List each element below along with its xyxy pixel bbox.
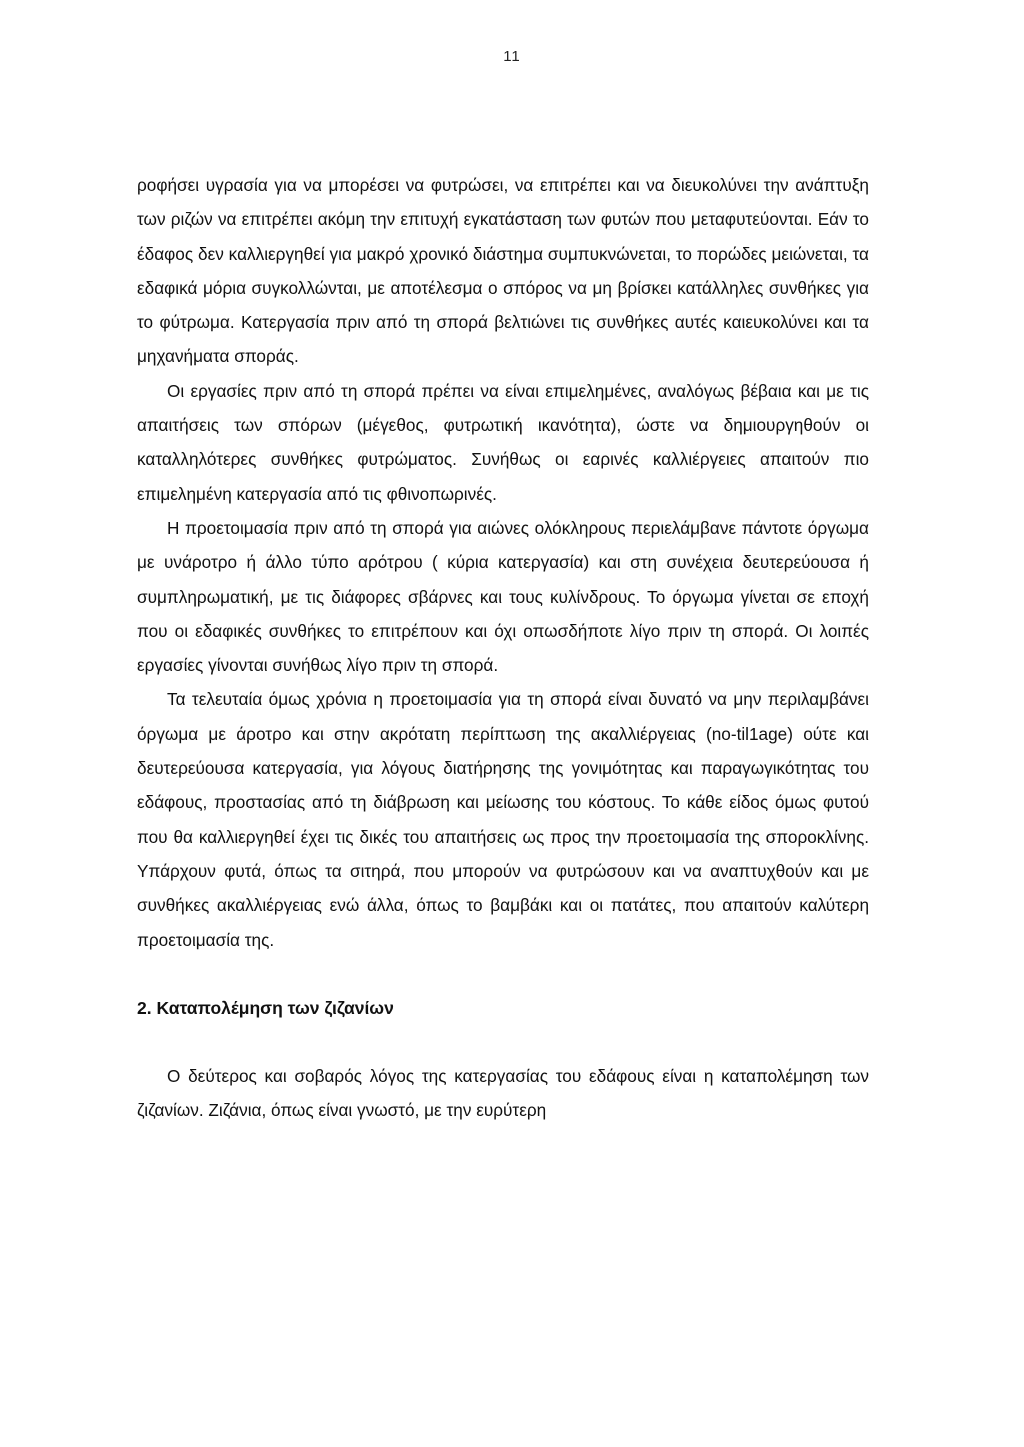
section-intro-paragraph: Ο δεύτερος και σοβαρός λόγος της κατεργασίας του εδάφους είναι η καταπολέμηση των ζιζανίων. Ζιζάνια, όπως είναι γνωστό, με την ευρύτερη <box>137 1066 869 1121</box>
section-heading: 2. Καταπολέμηση των ζιζανίων <box>137 997 394 1018</box>
paragraph-3: Η προετοιμασία πριν από τη σπορά για αιώνες ολόκληρους περιελάμβανε πάντοτε όργωμα με υνάροτρο ή άλλο τύπο αρότρου ( κύρια κατεργασία) και στη συνέχεια δευτερεύουσα ή συμπληρωματική, με τις διάφορες σβάρνες και τους κυλίνδρους. Το όργωμα γίνεται σε εποχή που οι εδαφικές συνθήκες το επιτρέπουν και όχι οπωσδήποτε λίγο πριν τη σπορά. Οι λοιπές εργασίες γίνονται συνήθως λίγο πριν τη σπορά. <box>137 517 869 676</box>
paragraph-4: Τα τελευταία όμως χρόνια η προετοιμασία για τη σπορά είναι δυνατό να μην περιλαμβάνει όργωμα με άροτρο και στην ακρότατη περίπτωση της ακαλλιέργειας (no-til1age) ούτε και δευτερεύουσα κατεργασία, για λόγους διατήρησης της γονιμότητας και παραγωγικότητας του εδάφους, προστασίας από τη διάβρωση και μείωσης του κόστους. Το κάθε είδος όμως φυτού που θα καλλιεργηθεί έχει τις δικές του απαιτήσεις ως προς την προετοιμασία της σποροκλίνης. Υπάρχουν φυτά, όπως τα σιτηρά, που μπορούν να φυτρώσουν και να αναπτυχθούν και με συνθήκες ακαλλιέργειας ενώ άλλα, όπως το βαμβάκι και οι πατάτες, που απαιτούν καλύτερη προετοιμασία της. <box>137 689 869 950</box>
paragraph-1: ροφήσει υγρασία για να μπορέσει να φυτρώσει, να επιτρέπει και να διευκολύνει την ανάπτυξη των ριζών να επιτρέπει ακόμη την επιτυχή εγκατάσταση των φυτών που μεταφυτεύονται. Εάν το έδαφος δεν καλλιεργηθεί για μακρό χρονικό διάστημα συμπυκνώνεται, το πορώδες μειώνεται, τα εδαφικά μόρια συγκολλώνται, με αποτέλεσμα ο σπόρος να μη βρίσκει κατάλληλες συνθήκες για το φύτρωμα. Κατεργασία πριν από τη σπορά βελτιώνει τις συνθήκες αυτές καιευκολύνει και τα μηχανήματα σποράς. <box>137 175 869 367</box>
document-body <box>137 168 869 1128</box>
page-number: 11 <box>503 48 521 65</box>
paragraph-2: Οι εργασίες πριν από τη σπορά πρέπει να είναι επιμελημένες, αναλόγως βέβαια και με τις απαιτήσεις των σπόρων (μέγεθος, φυτρωτική ικανότητα), ώστε να δημιουργηθούν οι καταλληλότερες συνθήκες φυτρώματος. Συνήθως οι εαρινές καλλιέργειες απαιτούν πιο επιμελημένη κατεργασία από τις φθινοπωρινές. <box>137 380 869 504</box>
